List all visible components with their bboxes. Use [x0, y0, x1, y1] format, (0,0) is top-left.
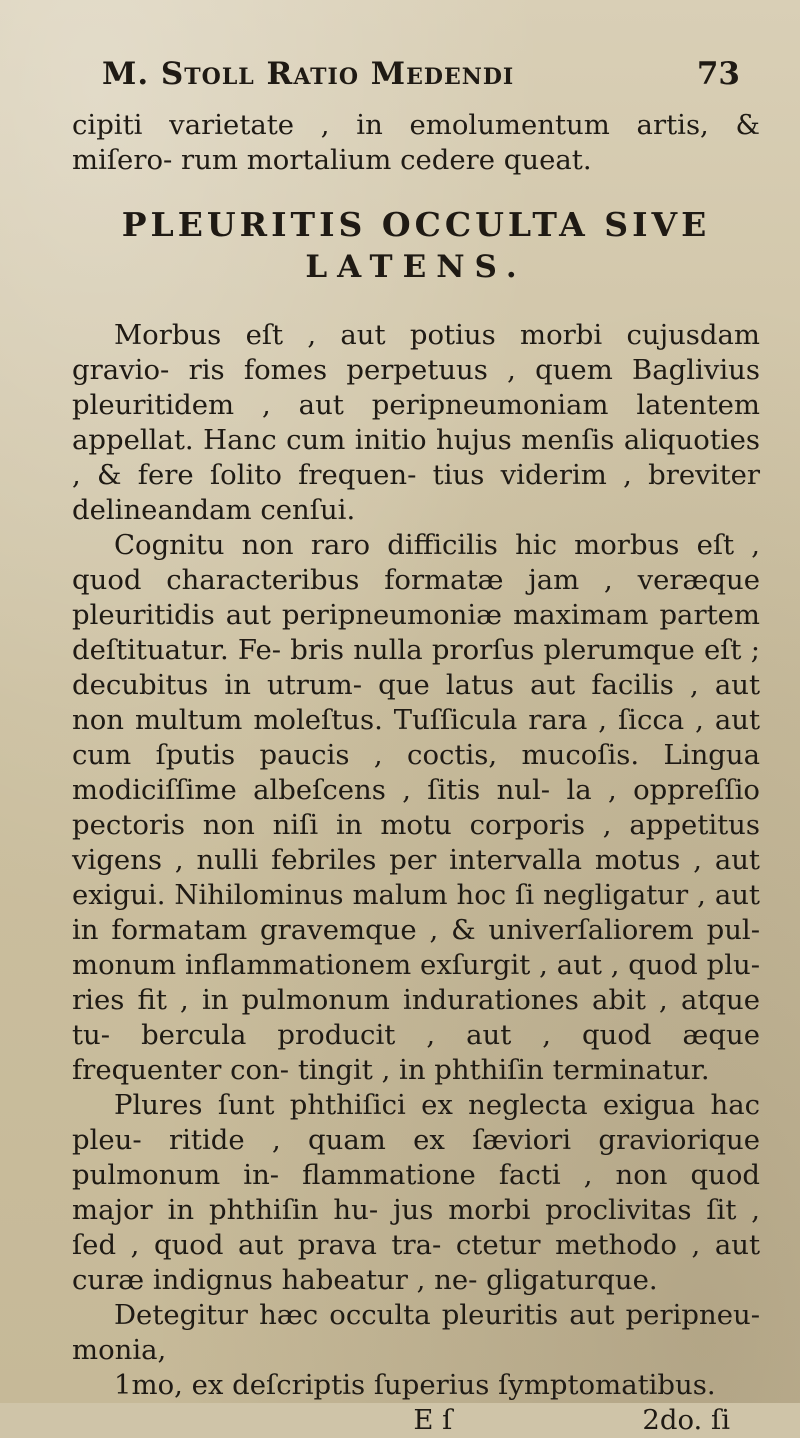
paragraph-plures: Plures ſunt phthiſici ex neglecta exigua hac pleu- ritide , quam ex ſæviori graviorique pulmonum in- flammatione facti , non quod major in phthiſin hu- jus morbi proclivitas ſit , ſed , quod aut prava tra- ctetur methodo , aut curæ indignus habeatur , ne- gligaturque. [72, 1089, 760, 1296]
body-text [72, 318, 760, 1403]
page-footer [72, 1403, 730, 1438]
section-title [72, 204, 760, 288]
paragraph-cognitu: Cognitu non raro difficilis hic morbus eſt , quod characteribus formatæ jam , veræque pleuritidis aut peripneumoniæ maximam partem deſtituatur. Fe- bris nulla prorſus plerumque eſt ; decubitus in utrum- que latus aut facilis , aut non multum moleſtus. Tuſſicula rara , ſicca , aut cum ſputis paucis , coctis, mucoſis. Lingua modiciſſime albeſcens , ſitis nul- la , oppreſſio pectoris non niſi in motu corporis , appetitus vigens , nulli febriles per intervalla motus , aut exigui. Nihilominus malum hoc ſi negligatur , aut in formatam gravemque , & univerſaliorem pul- monum inflammationem exſurgit , aut , quod plu- ries fit , in pulmonum indurationes abit , atque tu- bercula producit , aut , quod æque frequenter con- tingit , in phthiſin terminatur. [72, 529, 760, 1086]
section-title-line2: LATENS. [305, 249, 527, 285]
section-title-line1: PLEURITIS OCCULTA SIVE [121, 205, 711, 244]
paragraph-primo: 1mo, ex deſcriptis ſuperius ſymptomatibus. [114, 1369, 716, 1401]
paragraph-morbus: Morbus eſt , aut potius morbi cujusdam gravio- ris fomes perpetuus , quem Baglivius pleuritidem , aut peripneumoniam latentem appellat. Hanc cum initio hujus menſis aliquoties , & fere ſolito frequen- tius viderim , breviter delineandam cenſui. [72, 319, 760, 526]
running-head [102, 56, 740, 92]
intro-paragraph: cipiti varietate , in emolumentum artis, & miſero- rum mortalium cedere queat. [72, 109, 760, 176]
paragraph-detegitur: Detegitur hæc occulta pleuritis aut peripneu- monia, [72, 1299, 760, 1366]
catchword: 2do. ſi [642, 1404, 730, 1436]
running-head-title: M. Stoll Ratio Medendi [102, 56, 515, 92]
page-number: 73 [696, 56, 740, 92]
signature-mark: E ſ [413, 1404, 453, 1436]
